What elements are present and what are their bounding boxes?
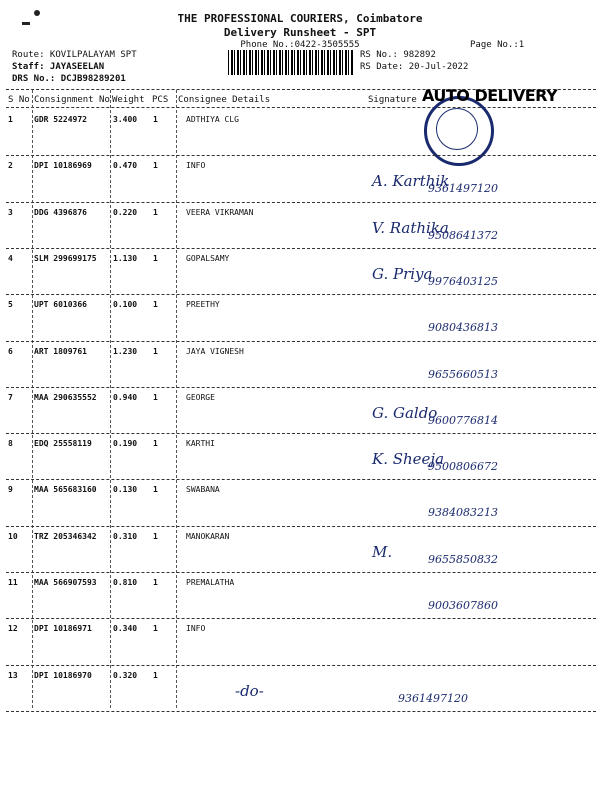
divider	[176, 90, 177, 708]
row-signature-name: A. Karthik	[372, 172, 450, 191]
row-signature-name: G. Galdo	[372, 403, 438, 422]
row-divider	[6, 711, 596, 712]
row-divider	[6, 341, 596, 342]
row-consignee: KARTHI	[186, 439, 215, 449]
row-sno: 11	[8, 578, 18, 587]
divider	[32, 90, 33, 708]
row-consignee: PREMALATHA	[186, 578, 235, 587]
row-consignment: MAA 566907593	[34, 578, 97, 587]
row-signature-name: G. Priya	[372, 264, 433, 283]
row-consignee: PREETHY	[186, 300, 220, 310]
row-consignment: GDR 5224972	[34, 115, 87, 124]
row-consignment: MAA 290635552	[34, 392, 97, 402]
rs-number: RS No.: 982892	[360, 50, 436, 60]
row-pcs: 1	[153, 300, 158, 310]
row-pcs: 1	[153, 578, 158, 587]
row-signature-phone: 9500806672	[428, 460, 498, 474]
row-signature-phone: 9508641372	[428, 228, 498, 242]
row-signature-phone: 9655660513	[428, 367, 498, 381]
divider	[110, 90, 111, 708]
row-sno: 10	[8, 531, 18, 541]
phone-number: Phone No.:0422-3505555	[240, 40, 360, 50]
auto-delivery-stamp: AUTO DELIVERY	[422, 86, 558, 105]
row-sno: 9	[8, 485, 13, 495]
row-pcs: 1	[153, 392, 158, 402]
row-consignee: VEERA VIKRAMAN	[186, 207, 254, 217]
route: Route: KOVILPALAYAM SPT	[12, 50, 137, 60]
row-divider	[6, 618, 596, 619]
row-sno: 8	[8, 439, 13, 449]
row-consignment: MAA 565683160	[34, 485, 97, 495]
row-divider	[6, 479, 596, 480]
row-signature-phone: 9655850832	[428, 552, 498, 566]
row-sno: 5	[8, 300, 13, 310]
row-consignment: DDG 4396876	[34, 207, 87, 217]
row-signature-phone: 9080436813	[428, 321, 498, 335]
row-consignment: DPI 10186971	[34, 624, 92, 634]
row-consignee: MANOKARAN	[186, 531, 230, 541]
header-bottom-rule	[6, 107, 596, 108]
row-signature-name: K. Sheeja	[372, 450, 445, 469]
row-consignee: JAYA VIGNESH	[186, 346, 244, 356]
row-weight: 1.130	[113, 253, 138, 263]
row-weight: 0.320	[113, 670, 138, 680]
row-consignment: SLM 299699175	[34, 253, 97, 263]
seal-stamp-inner	[436, 108, 478, 150]
row-consignee: ADTHIYA CLG	[186, 115, 239, 124]
drs-number: DRS No.: DCJB98289201	[12, 74, 126, 84]
row-signature-name: V. Rathika	[372, 218, 449, 237]
row-weight: 0.100	[113, 300, 138, 310]
row-weight: 0.310	[113, 531, 138, 541]
row-sno: 3	[8, 207, 13, 217]
row-pcs: 1	[153, 207, 158, 217]
row-sno: 6	[8, 346, 13, 356]
row-divider	[6, 294, 596, 295]
barcode	[228, 50, 353, 75]
col-sno: S No	[8, 95, 30, 105]
row-signature-phone: 9003607860	[428, 599, 498, 612]
staff: Staff: JAYASEELAN	[12, 62, 105, 72]
row-pcs: 1	[153, 670, 158, 680]
col-weight: Weight	[112, 95, 145, 105]
col-signature: Signature	[368, 95, 417, 105]
row-consignee: GOPALSAMY	[186, 253, 230, 263]
row-divider	[6, 248, 596, 249]
row-divider	[6, 526, 596, 527]
row-consignee: INFO	[186, 624, 206, 634]
row-consignee: INFO	[186, 161, 206, 171]
page-number: Page No.:1	[470, 40, 525, 50]
row-weight: 0.130	[113, 485, 138, 495]
row-divider	[6, 387, 596, 388]
row-pcs: 1	[153, 161, 158, 171]
row-signature-phone: 9361497120	[428, 182, 498, 196]
row-pcs: 1	[153, 531, 158, 541]
row-pcs: 1	[153, 115, 158, 124]
row-consignment: EDQ 25558119	[34, 439, 92, 449]
row-weight: 0.340	[113, 624, 138, 634]
row-pcs: 1	[153, 346, 158, 356]
row-pcs: 1	[153, 253, 158, 263]
row-consignment: TRZ 205346342	[34, 531, 97, 541]
row-sno: 7	[8, 392, 13, 402]
row-signature-phone: 9600776814	[428, 413, 498, 427]
row-signature-name: M.	[372, 542, 393, 561]
row-consignment: DPI 10186969	[34, 161, 92, 171]
row-pcs: 1	[153, 624, 158, 634]
row-divider	[6, 433, 596, 434]
rs-date: RS Date: 20-Jul-2022	[360, 62, 469, 72]
row-weight: 0.810	[113, 578, 138, 587]
row-weight: 0.220	[113, 207, 138, 217]
row-sno: 4	[8, 253, 13, 263]
sheet-title: Delivery Runsheet - SPT	[223, 26, 377, 39]
row-sno: 1	[8, 115, 13, 124]
row-consignment: UPT 6010366	[34, 300, 87, 310]
row-sno: 13	[8, 670, 18, 680]
row-signature-name: -do-	[235, 681, 264, 700]
row-signature-phone: 9361497120	[398, 691, 468, 705]
row-weight: 3.400	[113, 115, 138, 124]
row-weight: 0.190	[113, 439, 138, 449]
row-divider	[6, 202, 596, 203]
row-pcs: 1	[153, 439, 158, 449]
row-weight: 0.470	[113, 161, 138, 171]
row-signature-phone: 9976403125	[428, 274, 498, 288]
row-consignment: ART 1809761	[34, 346, 87, 356]
row-weight: 1.230	[113, 346, 138, 356]
row-consignment: DPI 10186970	[34, 670, 92, 680]
row-divider	[6, 665, 596, 666]
col-consignee: Consignee Details	[178, 95, 271, 105]
col-consignment: Consignment No	[34, 95, 110, 105]
row-signature-phone: 9384083213	[428, 506, 498, 520]
row-divider	[6, 155, 596, 156]
row-pcs: 1	[153, 485, 158, 495]
row-consignee: SWABANA	[186, 485, 220, 495]
company-name: THE PROFESSIONAL COURIERS, Coimbatore	[177, 12, 423, 25]
row-sno: 2	[8, 161, 13, 171]
col-pcs: PCS	[152, 95, 169, 105]
row-consignee: GEORGE	[186, 392, 215, 402]
row-divider	[6, 572, 596, 573]
row-sno: 12	[8, 624, 18, 634]
row-weight: 0.940	[113, 392, 138, 402]
